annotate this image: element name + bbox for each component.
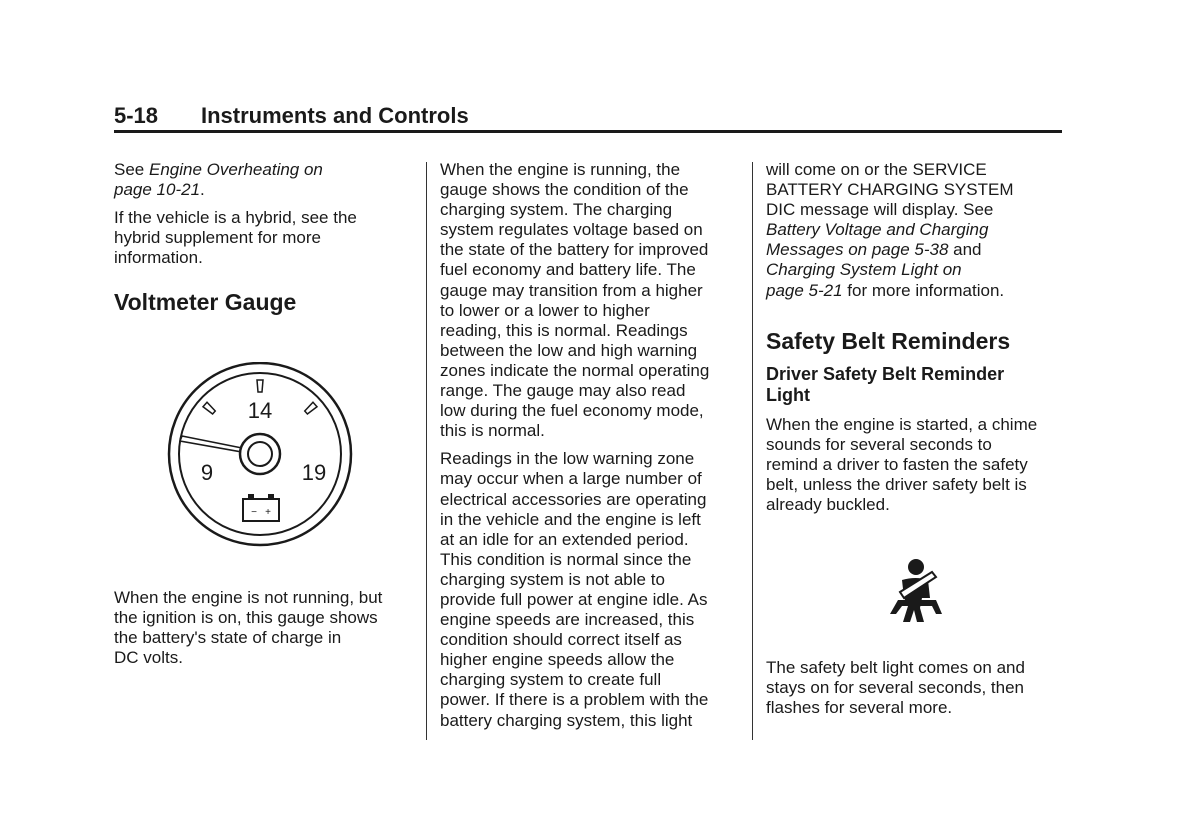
page-number: 5-18 <box>114 103 159 128</box>
battery-icon <box>243 494 279 521</box>
cross-reference-page[interactable]: page 5-21 <box>766 280 843 300</box>
column-3 <box>766 160 1066 515</box>
column-2 <box>440 160 740 731</box>
paragraph-belt-light: The safety belt light comes on and stays on for several seconds, then flashes for several more. <box>766 658 1025 718</box>
paragraph-service-battery: will come on or the SERVICE BATTERY CHARGING SYSTEM DIC message will display. See Battery Voltage and Charging Messages on page 5-38 and Charging System Light on page 5-21 for more information. <box>766 160 1014 300</box>
cross-reference-link[interactable]: Charging System Light on <box>766 260 962 280</box>
heading-voltmeter-gauge: Voltmeter Gauge <box>114 289 297 316</box>
cross-reference-link[interactable]: Battery Voltage and Charging <box>766 220 989 240</box>
gauge-label-mid: 14 <box>247 398 273 423</box>
cross-reference-page[interactable]: page 10-21 <box>114 180 201 200</box>
gauge-needle <box>180 436 242 452</box>
column-1 <box>114 160 414 316</box>
column-divider-2 <box>752 162 753 740</box>
paragraph-chime: When the engine is started, a chime sounds for several seconds to remind a driver to fasten the safety belt, unless the driver safety belt is already buckled. <box>766 414 1038 515</box>
paragraph-hybrid: If the vehicle is a hybrid, see the hybrid supplement for more information. <box>114 208 357 268</box>
section-title: Instruments and Controls <box>201 103 469 128</box>
paragraph-low-warning-zone: Readings in the low warning zone may occur when a large number of electrical accessories are operating in the vehicle and the engine is left at an idle for an extended period. This condition is normal since the charging system is not able to provide full power at engine idle. As engine speeds are increased, this condition should correct itself as higher engine speeds allow the charging system to create full power. If there is a problem with the battery charging system, this light <box>440 449 709 730</box>
gauge-label-low: 9 <box>200 460 214 485</box>
column-divider-1 <box>426 162 427 740</box>
gauge-label-high: 19 <box>301 460 327 485</box>
cross-reference-link[interactable]: Engine Overheating on <box>148 160 323 179</box>
paragraph-engine-not-running: When the engine is not running, but the ignition is on, this gauge shows the battery's state of charge in DC volts. <box>114 588 383 668</box>
cross-reference-link[interactable]: Messages on page 5-38 <box>766 240 949 260</box>
gauge-top-tick <box>257 380 263 392</box>
svg-text:+: + <box>265 507 271 518</box>
svg-text:−: − <box>251 507 257 518</box>
voltmeter-gauge-icon <box>160 362 360 547</box>
paragraph-engine-running: When the engine is running, the gauge shows the condition of the charging system. The charging system regulates voltage based on the state of the battery for improved fuel economy and battery life. The gauge may transition from a higher to lower or a lower to higher reading, this is normal. Readings between the low and high warning zones indicate the normal operating range. The gauge may also read low during the fuel economy mode, this is normal. <box>440 160 710 441</box>
seatbelt-icon <box>884 558 948 624</box>
subheading-driver-belt-light: Driver Safety Belt Reminder Light <box>766 363 1005 405</box>
page-header <box>114 100 1062 133</box>
heading-safety-belt-reminders: Safety Belt Reminders <box>766 327 1011 354</box>
paragraph-see-overheating: See Engine Overheating on page 10-21. <box>114 160 323 200</box>
